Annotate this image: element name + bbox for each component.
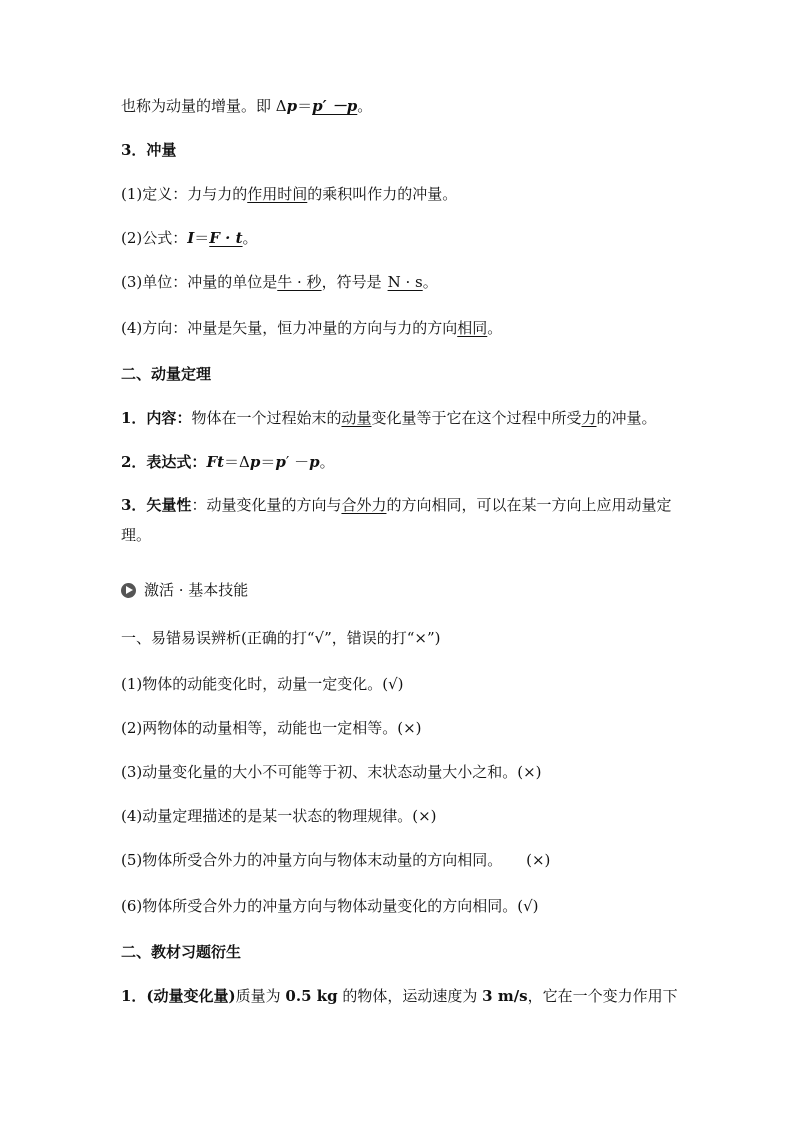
underlined-answer: 牛 · 秒: [277, 273, 322, 291]
underlined-answer: p′ －p: [312, 97, 358, 115]
theorem-content: [121, 408, 657, 428]
text: 。: [319, 453, 335, 471]
text: ＝: [260, 453, 276, 471]
question-1: [121, 986, 678, 1006]
heading-textbook-exercises: 二、教材习题衍生: [121, 943, 242, 961]
underlined-answer: N · s: [387, 273, 423, 291]
underlined-answer: F · t: [209, 229, 243, 247]
text: 。: [242, 229, 258, 247]
exercise-item: (5)物体所受合外力的冲量方向与物体末动量的方向相同。 (×): [121, 851, 551, 869]
text: (3)单位：冲量的单位是: [121, 273, 278, 291]
label: 1．(动量变化量): [121, 987, 236, 1005]
play-icon: [121, 583, 136, 598]
text: (2)公式：: [121, 229, 188, 247]
symbol-p: p: [286, 97, 298, 115]
text: ′ －: [285, 453, 310, 471]
exercise-item: (4)动量定理描述的是某一状态的物理规律。(×): [121, 807, 437, 825]
section-tag: [121, 580, 248, 600]
underlined-answer: 作用时间: [247, 185, 308, 203]
text-line-momentum-increment: [121, 96, 372, 116]
symbol-p: p: [309, 453, 320, 471]
text: (1)定义：力与力的: [121, 185, 248, 203]
impulse-unit: [121, 272, 438, 292]
text: 。: [357, 97, 373, 115]
value-speed: 3 m/s: [482, 987, 528, 1005]
label: 2．表达式：: [121, 453, 207, 471]
text: ：: [176, 409, 192, 427]
theorem-expression: [121, 452, 335, 472]
symbol-p: p: [249, 453, 261, 471]
text: 质量为: [235, 987, 286, 1005]
text: 也称为动量的增量。即 Δ: [121, 97, 287, 115]
exercise-item: (6)物体所受合外力的冲量方向与物体动量变化的方向相同。(√): [121, 897, 539, 915]
impulse-definition: [121, 184, 457, 204]
text: 的乘积叫作力的冲量。: [307, 185, 458, 203]
symbol-Ft: Ft: [206, 453, 225, 471]
underlined-answer: 合外力: [341, 496, 387, 514]
exercise-item: (2)两物体的动量相等，动能也一定相等。(×): [121, 719, 422, 737]
text: ，符号是: [321, 273, 382, 291]
underlined-answer: 相同: [457, 319, 488, 337]
text: 的方向相同，可以在某一方向上应用动量定理。: [121, 496, 672, 544]
text: ，它在一个变力作用下: [527, 987, 678, 1005]
heading-impulse: 3．冲量: [121, 141, 177, 159]
theorem-vector-nature: [121, 490, 681, 550]
underlined-answer: 动量: [341, 409, 372, 427]
underlined-answer: 力: [581, 409, 597, 427]
symbol-p: p: [275, 453, 286, 471]
text: ＝Δ: [224, 453, 250, 471]
text: ：动量变化量的方向与: [191, 496, 342, 514]
text: 变化量等于它在这个过程中所受: [371, 409, 582, 427]
heading-momentum-theorem: 二、动量定理: [121, 365, 212, 383]
impulse-direction: [121, 318, 502, 338]
text: ＝: [194, 229, 210, 247]
text: 。: [422, 273, 438, 291]
exercise-item: (1)物体的动能变化时，动量一定变化。(√): [121, 675, 404, 693]
label: 1．内容: [121, 409, 177, 427]
impulse-formula: [121, 228, 258, 248]
label: 3．矢量性: [121, 496, 192, 514]
text: 物体在一个过程始末的: [191, 409, 342, 427]
text: ＝: [297, 97, 313, 115]
text: (4)方向：冲量是矢量，恒力冲量的方向与力的方向: [121, 319, 458, 337]
section-tag-label: 激活 · 基本技能: [144, 581, 249, 599]
text: 的冲量。: [596, 409, 657, 427]
text: 。: [487, 319, 503, 337]
symbol-I: I: [187, 229, 195, 247]
exercise-title: 一、易错易误辨析(正确的打“√”，错误的打“×”): [121, 629, 441, 647]
value-mass: 0.5 kg: [285, 987, 338, 1005]
text: 的物体，运动速度为: [337, 987, 483, 1005]
exercise-item: (3)动量变化量的大小不可能等于初、末状态动量大小之和。(×): [121, 763, 542, 781]
